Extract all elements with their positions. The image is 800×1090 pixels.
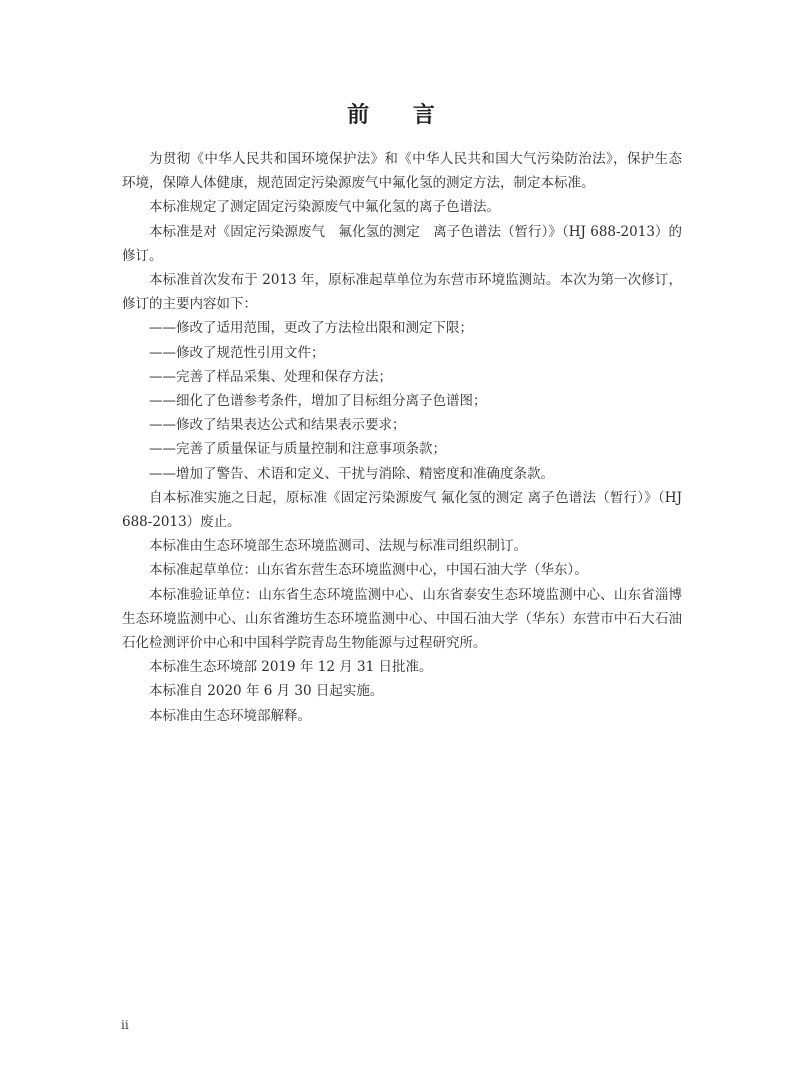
paragraph-purpose: 为贯彻《中华人民共和国环境保护法》和《中华人民共和国大气污染防治法》，保护生态环境，保障人体健康，规范固定污染源废气中氟化氢的测定方法，制定本标准。 bbox=[122, 151, 682, 192]
change-item: ——完善了质量保证与质量控制和注意事项条款； bbox=[149, 441, 446, 458]
paragraph-drafting-units: 本标准起草单位：山东省东营生态环境监测中心，中国石油大学（华东）。 bbox=[149, 562, 588, 579]
paragraph-effective-date: 本标准自 2020 年 6 月 30 日起实施。 bbox=[149, 683, 384, 700]
change-item: ——细化了色谱参考条件，增加了目标组分离子色谱图； bbox=[149, 393, 487, 410]
change-item: ——修改了适用范围，更改了方法检出限和测定下限； bbox=[149, 320, 473, 337]
change-item: ——增加了警告、术语和定义、干扰与消除、精密度和准确度条款。 bbox=[149, 465, 554, 482]
paragraph-verification-units: 本标准验证单位：山东省生态环境监测中心、山东省泰安生态环境监测中心、山东省淄博生态环境监测中心、山东省潍坊生态环境监测中心、中国石油大学（华东）东营市中石大石油石化检测评价中心和中国科学院青岛生物能源与过程研究所。 bbox=[122, 586, 682, 652]
page-title: 前 言 bbox=[347, 103, 453, 128]
change-item: ——修改了规范性引用文件； bbox=[149, 344, 325, 361]
paragraph-scope: 本标准规定了测定固定污染源废气中氟化氢的离子色谱法。 bbox=[149, 199, 500, 216]
change-item: ——修改了结果表达公式和结果表示要求； bbox=[149, 417, 406, 434]
paragraph-history: 本标准首次发布于 2013 年，原标准起草单位为东营市环境监测站。本次为第一次修订，修订的主要内容如下： bbox=[122, 272, 682, 313]
paragraph-organizer: 本标准由生态环境部生态环境监测司、法规与标准司组织制订。 bbox=[149, 538, 527, 555]
page-number: ii bbox=[121, 1018, 129, 1032]
paragraph-interpretation: 本标准由生态环境部解释。 bbox=[149, 707, 311, 724]
paragraph-abolition: 自本标准实施之日起，原标准《固定污染源废气 氟化氢的测定 离子色谱法（暂行）》（HJ 688-2013）废止。 bbox=[122, 489, 682, 531]
change-item: ——完善了样品采集、处理和保存方法； bbox=[149, 368, 392, 385]
paragraph-approval: 本标准生态环境部 2019 年 12 月 31 日批准。 bbox=[149, 659, 433, 676]
paragraph-revision: 本标准是对《固定污染源废气 氟化氢的测定 离子色谱法（暂行）》（HJ 688-2013）的修订。 bbox=[122, 223, 682, 264]
preface-body bbox=[122, 147, 682, 728]
